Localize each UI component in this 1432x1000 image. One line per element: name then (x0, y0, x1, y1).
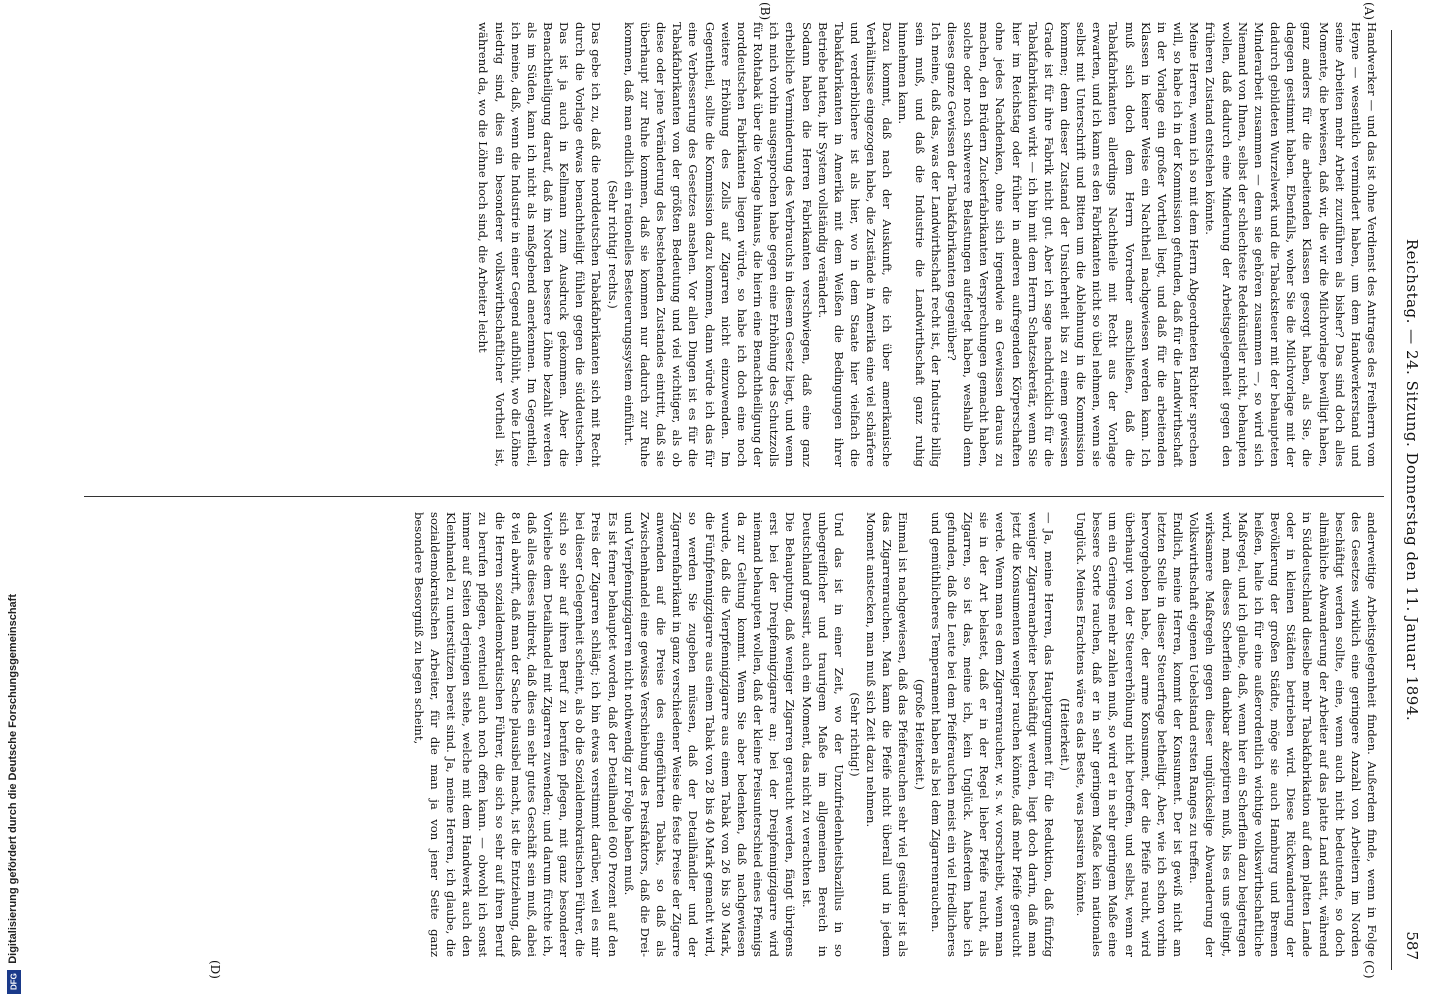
stage-direction: (große Heiterkeit.) (912, 679, 927, 790)
paragraph: Sodann haben die Herren Fabrikanten verschwiegen, daß eine ganz erhebliche Verminderung des Verbrauchs in diesem Gesetz liegt, und wenn ich mich vorhin ausgesprochen habe gegen eine Erhöhung des Schutzzolls für Rohtabak über die Vorlage hinaus, die hierin eine Benachtheiligung der norddeutschen Fabrikanten liegen würde, so habe ich doch eine noch weitere Erhöhung des Zolls auf Zigarren nicht einzuwenden. Im Gegentheil, sollte die Kommission dazu kommen, dann würde ich das für eine Verbesserung des Gesetzes ansehen. Vor allen Dingen ist es für die Tabakfabrikanten von der größten Bedeutung und viel wichtiger, als ob diese oder jene Veränderung des bestehenden Zustandes eintritt, daß sie überhaupt zur Ruhe kommen, daß sie kommen nur dadurch zur Ruhe kommen, daß man endlich ein rationelles Besteuerungssystem einführt. (621, 22, 814, 467)
paragraph: Und das ist in einer Zeit, wo der Unzufriedenheitsbazillus in so unbegreiflicher und traurigem Maße im allgemeinen Bereich in Deutschland grassirt, auch ein Moment, das nicht zu verachten ist. (799, 512, 846, 957)
margin-mark-c: (C) (1362, 960, 1376, 979)
paragraph: Ich meine, daß das, was der Landwirthschaft recht ist, der Industrie billig sein muß, und daß die Industrie die Landwirthschaft ganz ruhig hinnehmen kann. (896, 22, 943, 467)
digitization-sidebar (4, 0, 26, 1000)
running-header: Reichstag. — 24. Sitzung. Donnerstag den 11. Januar 1894. (1403, 238, 1421, 722)
paragraph: anderweitige Arbeitsgelegenheit finden. Außerdem finde, wenn in Folge des Gesetzes wirklich eine geringere Anzahl von Arbeitern im Norden beschäftigt werden sollte, eine, wenn auch nicht bedeutende, so doch allmähliche Abwanderung der Arbeiter auf das platte Land statt, während in Süddeutschland dieselbe mehr Tabakfabrikation auf dem platten Lande oder in kleinen Städten betrieben wird. Diese Rückwanderung der Bevölkerung der großen Städte, möge sie auch Hamburg und Bremen heißen, halte ich für eine außerordentlich wichtige volkswirthschaftliche Maßregel, und ich glaube, daß, wenn hier ein Scherflein dazu beigetragen wird, man dieses Scherflein dankbar akzeptiren muß, bis es uns gelingt, wirksamere Maßregeln gegen dieser unglückselige Abwanderung der Volkswirthschaft eigenen Uebelstand ersten Ranges zu treffen. (1187, 512, 1379, 957)
paragraph: Es ist ferner behauptet worden, daß der Detailhandel 600 Prozent auf den Preis der Zigarren schlägt; ich bin etwas verstimmt darüber, weil es mir bei dieser Gelegenheit scheint, als ob die Sozialdemokratischen Führer, die sich so sehr auf ihren Beruf zu berufen pflegen, mit ganz besonderer Vorliebe dem Detailhandel mit Zigarren zuwenden; und darum fürchte ich, daß alles dieses indirekt, daß dies ein sehr gutes Geschäft sein muß, dabei 8 viel abwirft, daß man der Sache plausibel macht, ist die Entziehung, daß die Herren sozialdemokratischen Führer, die sich so sehr auf ihren Beruf zu berufen pflegen, eventuell auch noch offen kann. — obwohl ich sonst immer auf Seiten derjenigen stehe, welche mit dem Handwerk auch den Kleinhandel zu unterstützen bereit sind. Ja, meine Herren, ich glaube, die sozialdemokratischen Arbeiter, für die man ja von jener Seite ganz besondere Besorgniß zu hegen scheint, (411, 512, 620, 957)
paragraph: Handwerker — und das ist ohne Verdienst des Antrages des Freiherrn vom Heyne — wesentlich vermindert haben, um dem Handwerkerstand und seine Arbeiten mehr Arbeit zuzuführen als bisher? Das sind doch alles Momente, die bewiesen, daß wir, die wir die Milchvorlage bewilligt haben, ganz anders für die arbeitenden Klassen gesorgt haben, als Sie, die dagegen gestimmt haben. Ebenfalls, woher Sie die Milchvorlage mit der dadurch gebildeten Wurzelwerk und die Tabacksteuer mit der behaupteten Minderarbeit zusammen — denn sie gehören zusammen —, so wird sich Niemand von Ihnen, selbst der schlechteste Redekünstler nicht, behaupten wollen, daß dadurch eine Minderung der Arbeitsgelegenheit gegen den früheren Zustand entstehen könnte. (1203, 22, 1379, 467)
margin-mark-b: (B) (758, 2, 772, 21)
paragraph: Dazu kommt, daß nach der Auskunft, die ich über amerikanische Verhältnisse eingezogen habe, die Zustände in Amerika eine viel schärfere und verderblichere ist als hier, wo in dem Staate hier vielfach die Tabakfabrikanten in Amerika mit dem Weißen die Bedingungen ihrer Betriebe hatten, ihr System vollständig verändert. (815, 22, 895, 467)
header-rule (1391, 30, 1392, 970)
right-column (90, 512, 1380, 957)
column-divider (84, 496, 1384, 497)
stage-direction: (Sehr richtig! rechts.) (605, 180, 620, 309)
paragraph: Einmal ist nachgewiesen, daß das Pfeiferauchen sehr viel gesünder ist als das Zigarrenrauchen. Man kann die Pfeife nicht überall und in jedem Moment anstecken, man muß sich Zeit dazu nehmen. (864, 512, 911, 957)
paragraph: Das gebe ich zu, daß die norddeutschen Tabakfabrikanten sich mit Recht durch die Vorlage etwas benachtheiligt fühlen gegen die süddeutschen. Das ist ja auch in Kellmann zum Ausdruck gekommen. Aber die Benachtheiligung darauf, daß im Norden bessere Löhne bezahlt werden als im Süden, kann ich nicht als maßgebend anerkennen. Im Gegentheil, ich meine, daß, wenn die Industrie in einer Gegend aufblüht, wo die Löhne niedrig sind, dies ein besonderer volkswirthschaftlicher Vortheil ist, während da, wo die Löhne hoch sind, die Arbeiter leicht (476, 22, 604, 467)
page-number: 587 (1403, 931, 1421, 960)
stage-direction: (Sehr richtig!) (848, 692, 862, 777)
left-column (90, 22, 1380, 467)
paragraph: — Ja, meine Herren, das Hauptargument für die Reduktion, daß fünfzig weniger Zigarrenarbeiter beschäftigt werden, liegt doch darin, daß man jetzt die Konsumenten weniger rauchen könnte, daß mehr Pfeife geraucht werde. Wenn man es dem Zigarrenraucher, w. s. w. vorschreibt, wenn man sie in der Art belastet, daß er in der Regel lieber Pfeife raucht, als Zigarren, so ist das, meine ich, kein Unglück. Außerdem habe ich gefunden, daß die Leute bei dem Pfeiferauchen meist ein viel friedlicheres und gemüthlicheres Temperament haben als bei dem Zigarrenrauchen. (928, 512, 1056, 957)
margin-mark-a: (A) (1362, 2, 1376, 21)
funding-note: Digitalisierung gefördert durch die Deutsche Forschungsgemeinschaft (7, 594, 19, 964)
paragraph: Meine Herren, wenn ich so mit dem Herrn Abgeordneten Richter sprechen will, so habe ich in der Kommission gefunden, daß für die Landwirthschaft in der Vorlage ein großer Vortheil liegt, und daß für die arbeitenden Klassen in keiner Weise ein Nachtheil nachgewiesen werden kann. Ich muß sich doch dem Herrn Vorredner anschließen, daß die Tabakfabrikanten allerdings Nachtheile mit Recht aus der Vorlage erwarten, und ich kann es den Fabrikanten nicht so übel nehmen, wenn sie selbst mit Unterschrift und Bitten um die Ablehnung in die Kommission kommen; denn dieser Zustand der Unsicherheit bis zu einem gewissen Grade ist für ihre Fabrik nicht gut. Aber ich sage nachdrücklich für die Tabakfabrikation wirkt — ich bin mit dem Herrn Schatzsekretär, wenn Sie hier im Reichstag oder früher in anderen aufregenden Körperschaften ohne jedes Nachdenken, ohne sich irgendwie an Gewissen daraus zu machen, den Brüdern Zuckerfabrikanten Versprechungen gemacht haben, solche oder noch schwerere Belastungen auferlegt haben, weshalb denn dieses ganze Gewissen der Tabakfabrikanten gegenüber? (944, 22, 1202, 467)
margin-mark-d: (D) (208, 960, 222, 979)
stage-direction: (Heiterkeit.) (1058, 698, 1073, 771)
paragraph: Die Behauptung, daß weniger Zigarren geraucht werden, fängt übrigens erst bei der Dreipfennigzigarre an; bei der Dreipfennigzigarre wird niemand behaupten wollen, daß der kleine Preisunterschied eines Pfennigs da zur Geltung kommt. Wenn Sie aber bedenken, daß nachgewiesen wurde, daß die Vierpfennigzigarre aus einem Tabak von 26 bis 30 Mark, die Fünfpfennigzigarre aus einem Tabak von 28 bis 40 Mark gemacht wird, so werden Sie zugeben müssen, daß der Detailhändler und der Zigarrenfabrikant in ganz verschiedener Weise die feste Preise der Zigarre anwenden auf die Preise des eingeführten Tabaks, so daß als Zwischenhandel eine gewisse Verschiebung des Preisfaktors, daß die Drei- und Vierpfennigzigarren nicht nothwendig zur Folge haben muß. (621, 512, 798, 957)
paragraph: Endlich, meine Herren, kommt der Konsument. Der ist gewiß nicht am letzten Stelle in dieser Steuerfrage betheiligt. Aber, wie ich schon vorhin hervorgehoben habe, der arme Konsument, der die Pfeife raucht, wird überhaupt von der Steuererhöhung nicht betroffen, und selbst, wenn er um ein Geringes mehr zahlen muß, so wird er in sehr geringem Maße eine bessere Sorte rauchen, daß er in sehr geringem Maße kein nationales Unglück. Meines Erachtens wäre es das Beste, was passiren könnte. (1074, 512, 1186, 957)
dfg-logo: DFG (7, 970, 21, 994)
